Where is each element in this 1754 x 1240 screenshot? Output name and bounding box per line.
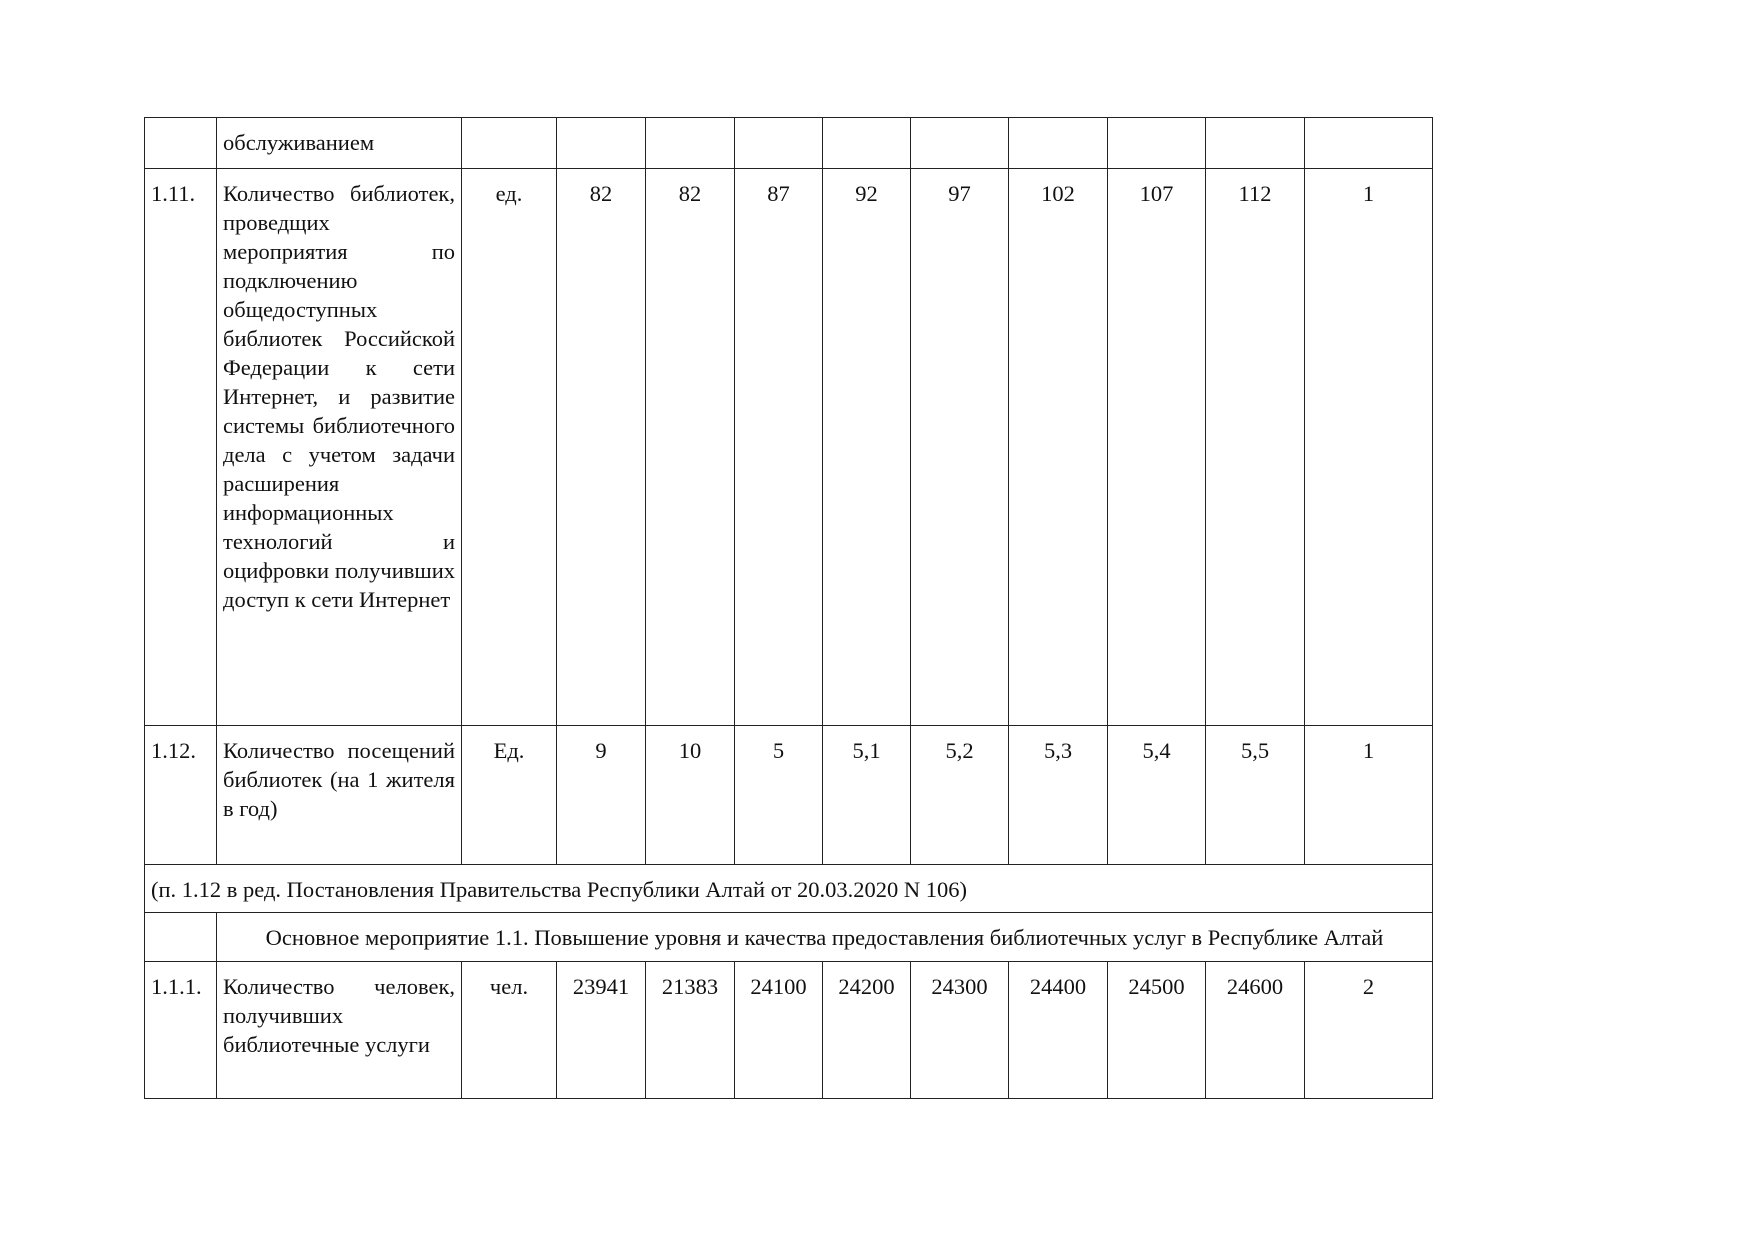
unit-cell: Ед. bbox=[462, 726, 557, 865]
value-cell: 5,4 bbox=[1108, 726, 1206, 865]
value-cell: 87 bbox=[735, 169, 823, 726]
value-cell: 82 bbox=[646, 169, 735, 726]
value-cell bbox=[646, 118, 735, 169]
value-cell: 21383 bbox=[646, 962, 735, 1099]
value-cell: 9 bbox=[557, 726, 646, 865]
value-cell: 24500 bbox=[1108, 962, 1206, 1099]
code-cell bbox=[145, 118, 217, 169]
value-cell bbox=[1108, 118, 1206, 169]
code-cell bbox=[145, 913, 217, 962]
value-cell: 92 bbox=[823, 169, 911, 726]
indicator-cell: Количество человек, получивших библиотечные услуги bbox=[217, 962, 462, 1099]
value-cell bbox=[823, 118, 911, 169]
last-cell: 1 bbox=[1305, 169, 1433, 726]
value-cell bbox=[557, 118, 646, 169]
code-cell: 1.11. bbox=[145, 169, 217, 726]
value-cell: 112 bbox=[1206, 169, 1305, 726]
table-row bbox=[145, 913, 1433, 962]
section-heading: Основное мероприятие 1.1. Повышение уровня и качества предоставления библиотечных услуг в Республике Алтай bbox=[217, 913, 1433, 962]
amendment-note: (п. 1.12 в ред. Постановления Правительства Республики Алтай от 20.03.2020 N 106) bbox=[145, 865, 1433, 913]
value-cell: 5,2 bbox=[911, 726, 1009, 865]
code-cell: 1.12. bbox=[145, 726, 217, 865]
last-cell: 1 bbox=[1305, 726, 1433, 865]
unit-cell bbox=[462, 118, 557, 169]
value-cell bbox=[1206, 118, 1305, 169]
value-cell bbox=[1009, 118, 1108, 169]
value-cell: 5 bbox=[735, 726, 823, 865]
value-cell: 82 bbox=[557, 169, 646, 726]
last-cell bbox=[1305, 118, 1433, 169]
table-row bbox=[145, 169, 1433, 726]
indicator-cell: Количество библиотек, проведщих мероприятия по подключению общедоступных библиотек Российской Федерации к сети Интернет, и развитие системы библиотечного дела с учетом задачи расширения информационных технологий и оцифровки получивших доступ к сети Интернет bbox=[217, 169, 462, 726]
table-row bbox=[145, 726, 1433, 865]
value-cell: 10 bbox=[646, 726, 735, 865]
value-cell: 24200 bbox=[823, 962, 911, 1099]
table-row bbox=[145, 962, 1433, 1099]
value-cell: 97 bbox=[911, 169, 1009, 726]
value-cell: 24600 bbox=[1206, 962, 1305, 1099]
value-cell: 24400 bbox=[1009, 962, 1108, 1099]
value-cell bbox=[911, 118, 1009, 169]
value-cell: 5,5 bbox=[1206, 726, 1305, 865]
unit-cell: чел. bbox=[462, 962, 557, 1099]
value-cell: 5,1 bbox=[823, 726, 911, 865]
value-cell: 24300 bbox=[911, 962, 1009, 1099]
value-cell: 23941 bbox=[557, 962, 646, 1099]
value-cell: 24100 bbox=[735, 962, 823, 1099]
value-cell: 102 bbox=[1009, 169, 1108, 726]
value-cell: 5,3 bbox=[1009, 726, 1108, 865]
indicators-table bbox=[144, 117, 1433, 1099]
value-cell bbox=[735, 118, 823, 169]
table-row bbox=[145, 865, 1433, 913]
table-row bbox=[145, 118, 1433, 169]
value-cell: 107 bbox=[1108, 169, 1206, 726]
indicator-cell: обслуживанием bbox=[217, 118, 462, 169]
last-cell: 2 bbox=[1305, 962, 1433, 1099]
unit-cell: ед. bbox=[462, 169, 557, 726]
code-cell: 1.1.1. bbox=[145, 962, 217, 1099]
indicator-cell: Количество посещений библиотек (на 1 жителя в год) bbox=[217, 726, 462, 865]
